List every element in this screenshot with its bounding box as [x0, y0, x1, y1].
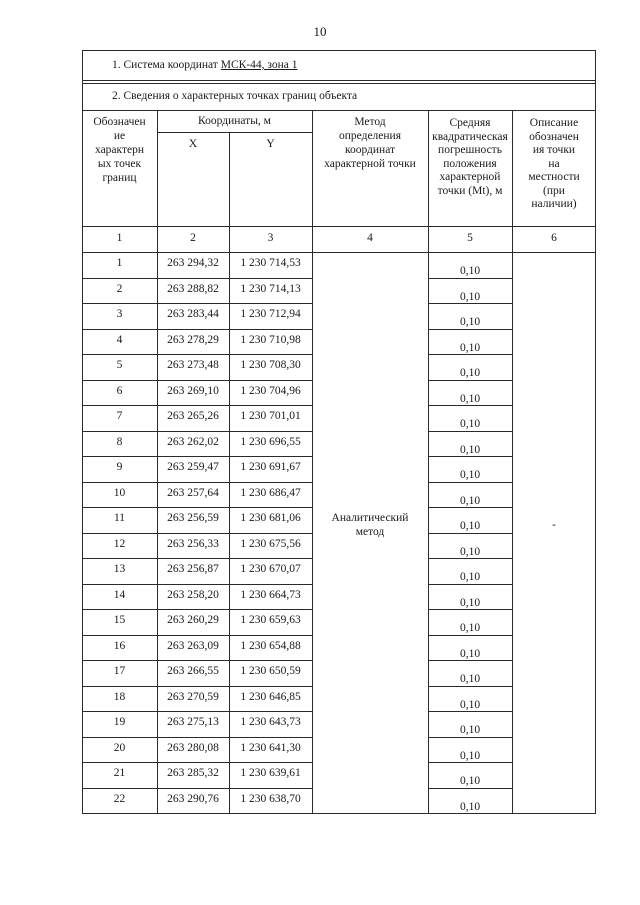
- row-rule: [82, 711, 312, 712]
- row-rule: [82, 507, 312, 508]
- table-row-x: 263 283,44: [167, 308, 219, 320]
- column-number-1: 1: [116, 232, 123, 244]
- column-rule: [312, 110, 313, 813]
- table-row-point-number: 13: [113, 563, 126, 575]
- header-description-line: на: [548, 157, 560, 170]
- header-method-line: определения: [338, 130, 401, 142]
- table-row-x: 263 256,87: [167, 563, 219, 575]
- header-accuracy-line: характерной: [439, 171, 501, 183]
- table-row-point-number: 16: [113, 639, 126, 652]
- table-row-accuracy: 0,10: [459, 545, 481, 558]
- table-row-x: 263 266,55: [167, 665, 219, 677]
- header-description-line: местности: [528, 171, 580, 183]
- table-row-x: 263 278,29: [167, 333, 219, 346]
- table-row-x: 263 258,20: [167, 588, 219, 601]
- table-row-y: 1 230 696,55: [240, 435, 301, 448]
- header-accuracy-line: положения: [443, 157, 497, 170]
- points-section-title: 2. Сведения о характерных точках границ объекта: [112, 90, 358, 102]
- table-row-accuracy: 0,10: [459, 392, 481, 405]
- row-rule: [428, 405, 512, 406]
- row-rule: [428, 686, 512, 687]
- table-row-y: 1 230 675,56: [240, 537, 301, 550]
- table-row-x: 263 280,08: [167, 741, 219, 754]
- header-coordinates: Координаты, м: [198, 115, 271, 127]
- table-row-y: 1 230 654,88: [240, 639, 301, 652]
- column-number-5: 5: [467, 232, 473, 244]
- table-row-accuracy: 0,10: [459, 316, 481, 328]
- header-accuracy-line: погрешность: [438, 144, 502, 156]
- row-rule: [82, 686, 312, 687]
- table-row-y: 1 230 708,30: [240, 359, 301, 371]
- header-description-line: обозначен: [529, 130, 579, 143]
- table-row-point-number: 9: [116, 461, 123, 473]
- row-rule: [428, 558, 512, 559]
- description-value: -: [552, 518, 556, 531]
- method-value-line: метод: [355, 525, 385, 538]
- header-description: [514, 117, 594, 212]
- table-border-right: [595, 50, 596, 814]
- row-rule: [82, 533, 312, 534]
- table-row-x: 263 262,02: [167, 435, 219, 448]
- table-row-y: 1 230 686,47: [240, 486, 301, 499]
- table-row-y: 1 230 641,30: [240, 741, 301, 754]
- table-row-accuracy: 0,10: [459, 775, 481, 787]
- table-row-point-number: 6: [116, 384, 123, 397]
- header-x: X: [188, 138, 198, 150]
- table-row-accuracy: 0,10: [459, 367, 481, 379]
- table-row-point-number: 22: [113, 792, 126, 805]
- table-row-point-number: 4: [116, 333, 123, 346]
- table-row-x: 263 290,76: [167, 792, 219, 805]
- column-numbers-rule: [82, 252, 596, 253]
- table-row-accuracy: 0,10: [459, 622, 481, 634]
- method-value: [314, 511, 426, 539]
- header-method-line: характерной точки: [324, 158, 416, 170]
- table-row-point-number: 18: [113, 690, 126, 703]
- table-row-point-number: 1: [116, 257, 123, 269]
- table-row-accuracy: 0,10: [459, 571, 481, 583]
- table-row-point-number: 12: [113, 537, 126, 550]
- header-description-line: (при: [543, 184, 565, 197]
- header-rule: [82, 226, 596, 227]
- row-rule: [428, 788, 512, 789]
- table-row-y: 1 230 701,01: [240, 410, 301, 422]
- header-accuracy-line: квадратическая: [432, 130, 508, 143]
- table-row-point-number: 11: [113, 512, 126, 524]
- table-row-x: 263 260,29: [167, 614, 219, 626]
- table-row-x: 263 259,47: [167, 461, 219, 473]
- row-rule: [82, 354, 312, 355]
- table-row-point-number: 3: [116, 308, 123, 320]
- table-row-x: 263 257,64: [167, 486, 219, 499]
- table-row-y: 1 230 704,96: [240, 384, 301, 397]
- row-rule: [82, 482, 312, 483]
- table-row-accuracy: 0,10: [459, 494, 481, 507]
- table-row-accuracy: 0,10: [459, 520, 481, 532]
- column-number-4: 4: [367, 232, 373, 244]
- header-method-line: Метод: [354, 116, 386, 128]
- table-row-point-number: 2: [116, 282, 123, 295]
- row-rule: [82, 558, 312, 559]
- row-rule: [428, 456, 512, 457]
- table-row-y: 1 230 714,13: [240, 282, 301, 295]
- table-row-accuracy: 0,10: [459, 341, 481, 354]
- row-rule: [82, 405, 312, 406]
- table-row-accuracy: 0,10: [459, 724, 481, 736]
- header-accuracy-line: точки (Mt), м: [437, 184, 503, 197]
- header-point-designation: [84, 115, 155, 185]
- table-row-point-number: 21: [113, 767, 126, 779]
- coordinate-system-line: [112, 59, 297, 72]
- header-description-line: Описание: [529, 117, 579, 129]
- row-rule: [82, 329, 312, 330]
- table-row-accuracy: 0,10: [459, 596, 481, 609]
- row-rule: [428, 507, 512, 508]
- row-rule: [428, 635, 512, 636]
- table-row-y: 1 230 646,85: [240, 690, 301, 703]
- header-accuracy-line: Средняя: [449, 117, 491, 129]
- table-row-x: 263 285,32: [167, 767, 219, 779]
- row-rule: [82, 456, 312, 457]
- coordinate-system-label: 1. Система координат: [112, 59, 221, 71]
- table-row-y: 1 230 681,06: [240, 512, 301, 524]
- table-row-point-number: 15: [113, 614, 126, 626]
- table-row-accuracy: 0,10: [459, 800, 481, 813]
- row-rule: [82, 788, 312, 789]
- row-rule: [428, 431, 512, 432]
- header-point-designation-line: ие: [113, 130, 126, 142]
- column-number-3: 3: [267, 232, 274, 244]
- section-divider: [82, 80, 596, 81]
- table-row-accuracy: 0,10: [459, 443, 481, 456]
- row-rule: [82, 584, 312, 585]
- table-row-point-number: 14: [113, 588, 126, 601]
- header-description-line: ия точки: [532, 144, 576, 156]
- header-point-designation-line: границ: [102, 172, 137, 184]
- table-row-accuracy: 0,10: [459, 749, 481, 762]
- header-point-designation-line: Обозначен: [93, 116, 146, 128]
- table-row-point-number: 5: [116, 359, 123, 371]
- table-row-point-number: 7: [116, 410, 123, 422]
- method-value-line: Аналитический: [331, 511, 409, 524]
- coords-subheader-rule: [157, 132, 312, 133]
- row-rule: [428, 660, 512, 661]
- table-row-y: 1 230 638,70: [240, 792, 301, 805]
- table-row-y: 1 230 670,07: [240, 563, 301, 575]
- table-row-x: 263 263,09: [167, 639, 219, 652]
- page-number: 10: [313, 24, 327, 39]
- row-rule: [428, 278, 512, 279]
- row-rule: [428, 303, 512, 304]
- table-row-y: 1 230 659,63: [240, 614, 301, 626]
- table-row-y: 1 230 650,59: [240, 665, 301, 677]
- header-description-line: наличии): [531, 198, 577, 210]
- table-row-accuracy: 0,10: [459, 673, 481, 685]
- row-rule: [82, 762, 312, 763]
- row-rule: [428, 711, 512, 712]
- table-row-y: 1 230 712,94: [240, 308, 301, 320]
- table-row-y: 1 230 639,61: [240, 767, 301, 779]
- row-rule: [428, 762, 512, 763]
- row-rule: [428, 329, 512, 330]
- table-row-y: 1 230 710,98: [240, 333, 301, 346]
- table-row-accuracy: 0,10: [459, 265, 481, 277]
- table-row-x: 263 275,13: [167, 716, 219, 728]
- row-rule: [82, 431, 312, 432]
- row-rule: [428, 380, 512, 381]
- header-point-designation-line: характерн: [94, 144, 145, 156]
- row-rule: [82, 660, 312, 661]
- document-frame: [82, 50, 596, 822]
- coordinate-system-value: МСК-44, зона 1: [220, 59, 298, 71]
- table-row-accuracy: 0,10: [459, 698, 481, 711]
- table-row-x: 263 265,26: [167, 410, 219, 422]
- column-rule: [512, 110, 513, 813]
- header-y: Y: [266, 138, 275, 150]
- table-row-accuracy: 0,10: [459, 469, 481, 481]
- table-row-accuracy: 0,10: [459, 647, 481, 660]
- table-row-y: 1 230 714,53: [240, 257, 301, 269]
- header-accuracy: [430, 117, 510, 198]
- row-rule: [82, 609, 312, 610]
- table-row-y: 1 230 643,73: [240, 716, 301, 728]
- table-row-point-number: 8: [116, 435, 123, 448]
- section-divider: [82, 110, 596, 111]
- row-rule: [82, 303, 312, 304]
- header-method-line: координат: [344, 144, 396, 156]
- row-rule: [82, 737, 312, 738]
- table-row-accuracy: 0,10: [459, 290, 481, 303]
- table-row-x: 263 256,33: [167, 537, 219, 550]
- header-method: [314, 115, 426, 171]
- table-row-point-number: 17: [113, 665, 126, 677]
- table-row-accuracy: 0,10: [459, 418, 481, 430]
- table-border-bottom: [82, 813, 596, 814]
- table-row-y: 1 230 664,73: [240, 588, 301, 601]
- table-row-x: 263 288,82: [167, 282, 219, 295]
- row-rule: [428, 354, 512, 355]
- row-rule: [82, 635, 312, 636]
- table-row-x: 263 270,59: [167, 690, 219, 703]
- row-rule: [82, 278, 312, 279]
- header-point-designation-line: ых точек: [97, 158, 142, 170]
- row-rule: [82, 380, 312, 381]
- table-row-y: 1 230 691,67: [240, 461, 301, 473]
- table-row-x: 263 269,10: [167, 384, 219, 397]
- column-number-2: 2: [190, 232, 196, 244]
- table-row-point-number: 10: [113, 486, 126, 499]
- row-rule: [428, 482, 512, 483]
- table-row-point-number: 20: [113, 741, 126, 754]
- table-row-x: 263 256,59: [167, 512, 219, 524]
- table-row-point-number: 19: [113, 716, 126, 728]
- table-row-x: 263 294,32: [167, 257, 219, 269]
- table-border-top: [82, 50, 596, 51]
- row-rule: [428, 609, 512, 610]
- table-row-x: 263 273,48: [167, 359, 219, 371]
- section-divider-double: [82, 83, 596, 84]
- row-rule: [428, 737, 512, 738]
- row-rule: [428, 584, 512, 585]
- row-rule: [428, 533, 512, 534]
- column-number-6: 6: [551, 232, 557, 244]
